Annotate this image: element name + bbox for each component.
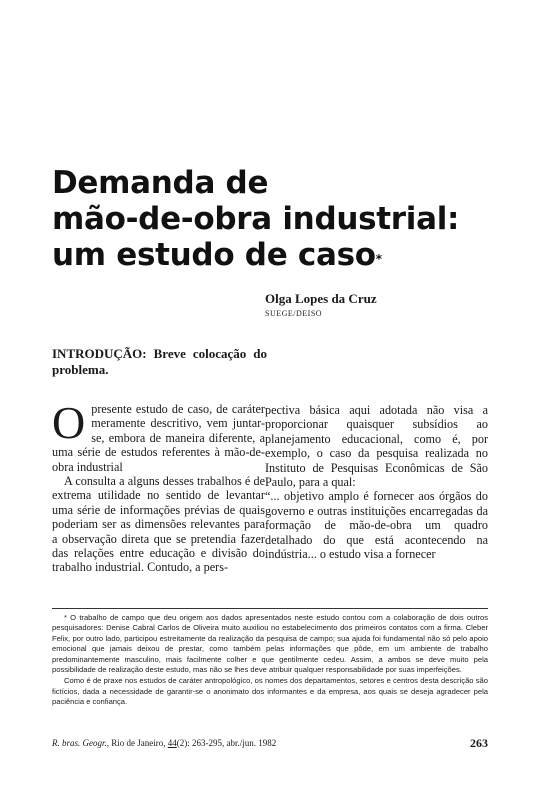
footnote-2: Como é de praxe nos estudos de caráter antropológico, os nomes dos departamentos, setores e centros desta descrição são fictícios, dada a necessidade de garantir-se o anonimato dos informantes e da empresa, aos quais se deseja agradecer pela paciência e confiança.	[52, 676, 488, 707]
title-line-1: Demanda de	[52, 165, 269, 201]
footnote-divider	[52, 608, 488, 609]
paragraph-opening	[52, 397, 265, 474]
title-footnote-mark: *	[375, 252, 382, 266]
paragraph-opening-text: presente estudo de caso, de caráter meramente descritivo, vem juntar-se, embora de maneira diferente, a uma série de estudos referentes à mão-de-obra industrial	[52, 402, 265, 474]
article-title	[52, 165, 522, 273]
author-affiliation: SUEGE/DEISO	[265, 309, 323, 318]
footnotes	[52, 613, 488, 709]
journal-name: R. bras. Geogr.,	[52, 738, 110, 748]
body-column-left	[52, 397, 265, 575]
footnote-1: * O trabalho de campo que deu origem aos dados apresentados neste estudo contou com a colaboração de dois outros pesquisadores: Denise Cabral Carlos de Oliveira muito auxiliou no estabelecimento dos primeiros contatos com a firma. Cleber Felix, por outro lado, participou estreitamente da realização da pesquisa de campo; sua ajuda foi fundamental não só pelo apoio emocional que jamais deixou de prestar, como também pelas informações que pôde, em um ambiente de trabalho predominantemente masculino, mais facilmente colher e que gentilmente cedeu. Assim, a ambos se deve muito pela possibilidade de realização deste estudo, mas não se lhes deve atribuir qualquer responsabilidade por suas imperfeições.	[52, 613, 488, 675]
page-footer	[52, 736, 488, 750]
title-line-3	[52, 237, 522, 273]
title-line-2: mão-de-obra industrial:	[52, 201, 460, 237]
paragraph-second: A consulta a alguns desses trabalhos é de extrema utilidade no sentido de levantar uma série de informações prévias de quais poderiam ser as dimensões relevantes para a observação direta que se pretendia fazer das relações entre educação e divisão do trabalho industrial. Contudo, a pers-	[52, 474, 265, 575]
body-column-right	[265, 403, 488, 561]
author-name: Olga Lopes da Cruz	[265, 291, 377, 306]
journal-citation	[52, 738, 276, 748]
publication-place: Rio de Janeiro,	[111, 738, 166, 748]
title-line-3-text: um estudo de caso	[52, 237, 376, 273]
drop-cap: O	[52, 397, 86, 448]
volume-number: 44	[167, 738, 177, 748]
section-heading: INTRODUÇÃO: Breve colocação do problema.	[52, 346, 267, 377]
block-quote: “... objetivo amplo é fornecer aos órgãos do governo e outras instituições encarregadas da formação de mão-de-obra um quadro detalhado do que está acontecendo na indústria... o estudo visa a fornecer	[265, 489, 488, 562]
issue-pages: (2): 263-295, abr./jun. 1982	[176, 738, 277, 748]
author-block	[265, 291, 505, 318]
paragraph-continued: pectiva básica aqui adotada não visa a proporcionar quaisquer subsídios ao planejamento educacional, como é, por exemplo, o caso da pesquisa realizada no Instituto de Pesquisas Econômicas de São Paulo, para a qual:	[265, 403, 488, 490]
page-number: 263	[470, 736, 488, 750]
